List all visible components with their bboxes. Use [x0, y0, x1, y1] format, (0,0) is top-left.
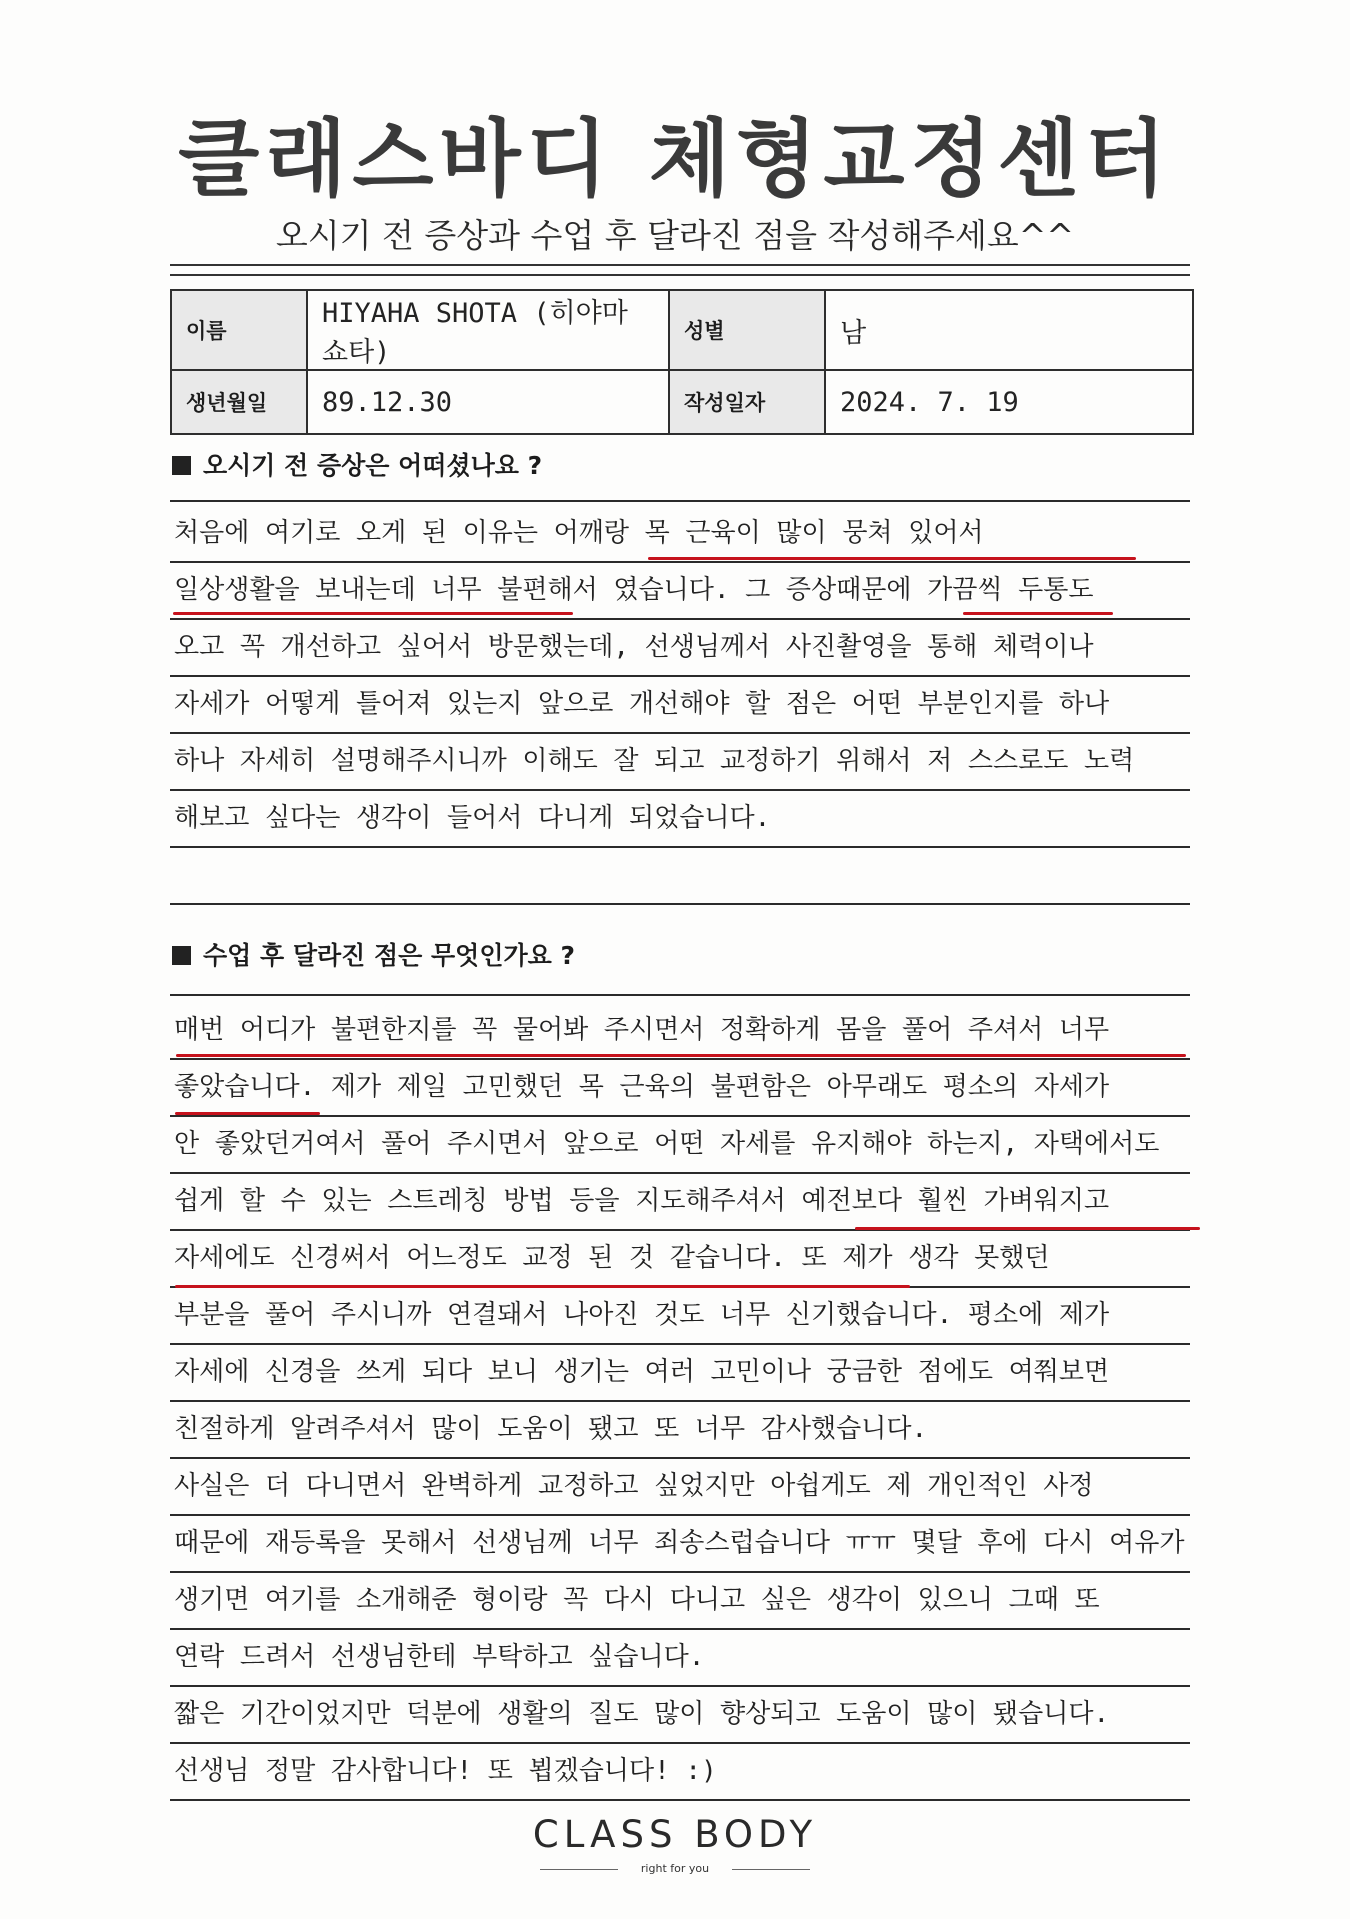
date-label: 작성일자 — [669, 370, 825, 434]
section1-top-rule — [170, 444, 1190, 502]
handwritten-line: 매번 어디가 불편한지를 꼭 물어봐 주시면서 정확하게 몸을 풀어 주셔서 너무 — [170, 1003, 1190, 1060]
handwritten-line: 부분을 풀어 주시니까 연결돼서 나아진 것도 너무 신기했습니다. 평소에 제가 — [170, 1288, 1190, 1345]
red-underline — [855, 1227, 1200, 1230]
info-table — [170, 289, 1194, 435]
birth-value: 89.12.30 — [307, 370, 669, 434]
red-underline — [963, 612, 1113, 615]
handwritten-line: 선생님 정말 감사합니다! 또 뵙겠습니다! :) — [170, 1744, 1190, 1801]
handwritten-line — [170, 848, 1190, 905]
red-underline — [176, 1054, 1186, 1057]
section2-top-rule — [170, 939, 1190, 996]
handwritten-line: 짧은 기간이었지만 덕분에 생활의 질도 많이 향상되고 도움이 많이 됐습니다. — [170, 1687, 1190, 1744]
handwritten-line: 일상생활을 보내는데 너무 불편해서 였습니다. 그 증상때문에 가끔씩 두통도 — [170, 563, 1190, 620]
handwritten-line: 때문에 재등록을 못해서 선생님께 너무 죄송스럽습니다 ㅠㅠ 몇달 후에 다시 여유가 — [170, 1516, 1190, 1573]
handwritten-line: 오고 꼭 개선하고 싶어서 방문했는데, 선생님께서 사진촬영을 통해 체력이나 — [170, 620, 1190, 677]
red-underline — [648, 557, 1136, 560]
red-underline — [175, 1285, 910, 1288]
page-subtitle: 오시기 전 증상과 수업 후 달라진 점을 작성해주세요^^ — [275, 216, 1075, 255]
section2-heading: 수업 후 달라진 점은 무엇인가요 ? — [172, 936, 575, 972]
birth-label: 생년월일 — [171, 370, 307, 434]
handwritten-line: 쉽게 할 수 있는 스트레칭 방법 등을 지도해주셔서 예전보다 훨씬 가벼워지고 — [170, 1174, 1190, 1231]
handwritten-line: 생기면 여기를 소개해준 형이랑 꼭 다시 다니고 싶은 생각이 있으니 그때 또 — [170, 1573, 1190, 1630]
gender-value: 남 — [825, 290, 1193, 370]
brand-tagline: right for you — [640, 1862, 710, 1875]
date-value: 2024. 7. 19 — [825, 370, 1193, 434]
name-value: HIYAHA SHOTA (히야마 쇼타) — [307, 290, 669, 370]
gender-label: 성별 — [669, 290, 825, 370]
handwritten-line: 자세가 어떻게 틀어져 있는지 앞으로 개선해야 할 점은 어떤 부분인지를 하나 — [170, 677, 1190, 734]
handwritten-line: 좋았습니다. 제가 제일 고민했던 목 근육의 불편함은 아무래도 평소의 자세가 — [170, 1060, 1190, 1117]
handwritten-line: 하나 자세히 설명해주시니까 이해도 잘 되고 교정하기 위해서 저 스스로도 노력 — [170, 734, 1190, 791]
handwritten-line: 자세에도 신경써서 어느정도 교정 된 것 같습니다. 또 제가 생각 못했던 — [170, 1231, 1190, 1288]
red-underline — [175, 1112, 320, 1115]
brand-logo: CLASS BODY — [532, 1813, 818, 1856]
handwritten-line: 처음에 여기로 오게 된 이유는 어깨랑 목 근육이 많이 뭉쳐 있어서 — [170, 506, 1190, 563]
header-divider — [170, 264, 1190, 276]
handwritten-line: 안 좋았던거여서 풀어 주시면서 앞으로 어떤 자세를 유지해야 하는지, 자택에서도 — [170, 1117, 1190, 1174]
section1-heading: 오시기 전 증상은 어떠셨나요 ? — [172, 446, 542, 482]
handwritten-line: 사실은 더 다니면서 완벽하게 교정하고 싶었지만 아쉽게도 제 개인적인 사정 — [170, 1459, 1190, 1516]
name-label: 이름 — [171, 290, 307, 370]
page-title: 클래스바디 체형교정센터 — [178, 110, 1172, 208]
handwritten-line: 연락 드려서 선생님한테 부탁하고 싶습니다. — [170, 1630, 1190, 1687]
handwritten-line: 자세에 신경을 쓰게 되다 보니 생기는 여러 고민이나 궁금한 점에도 여쭤보면 — [170, 1345, 1190, 1402]
handwritten-line: 해보고 싶다는 생각이 들어서 다니게 되었습니다. — [170, 791, 1190, 848]
handwritten-line: 친절하게 알려주셔서 많이 도움이 됐고 또 너무 감사했습니다. — [170, 1402, 1190, 1459]
red-underline — [173, 612, 573, 615]
footer-rule-right — [732, 1869, 810, 1870]
